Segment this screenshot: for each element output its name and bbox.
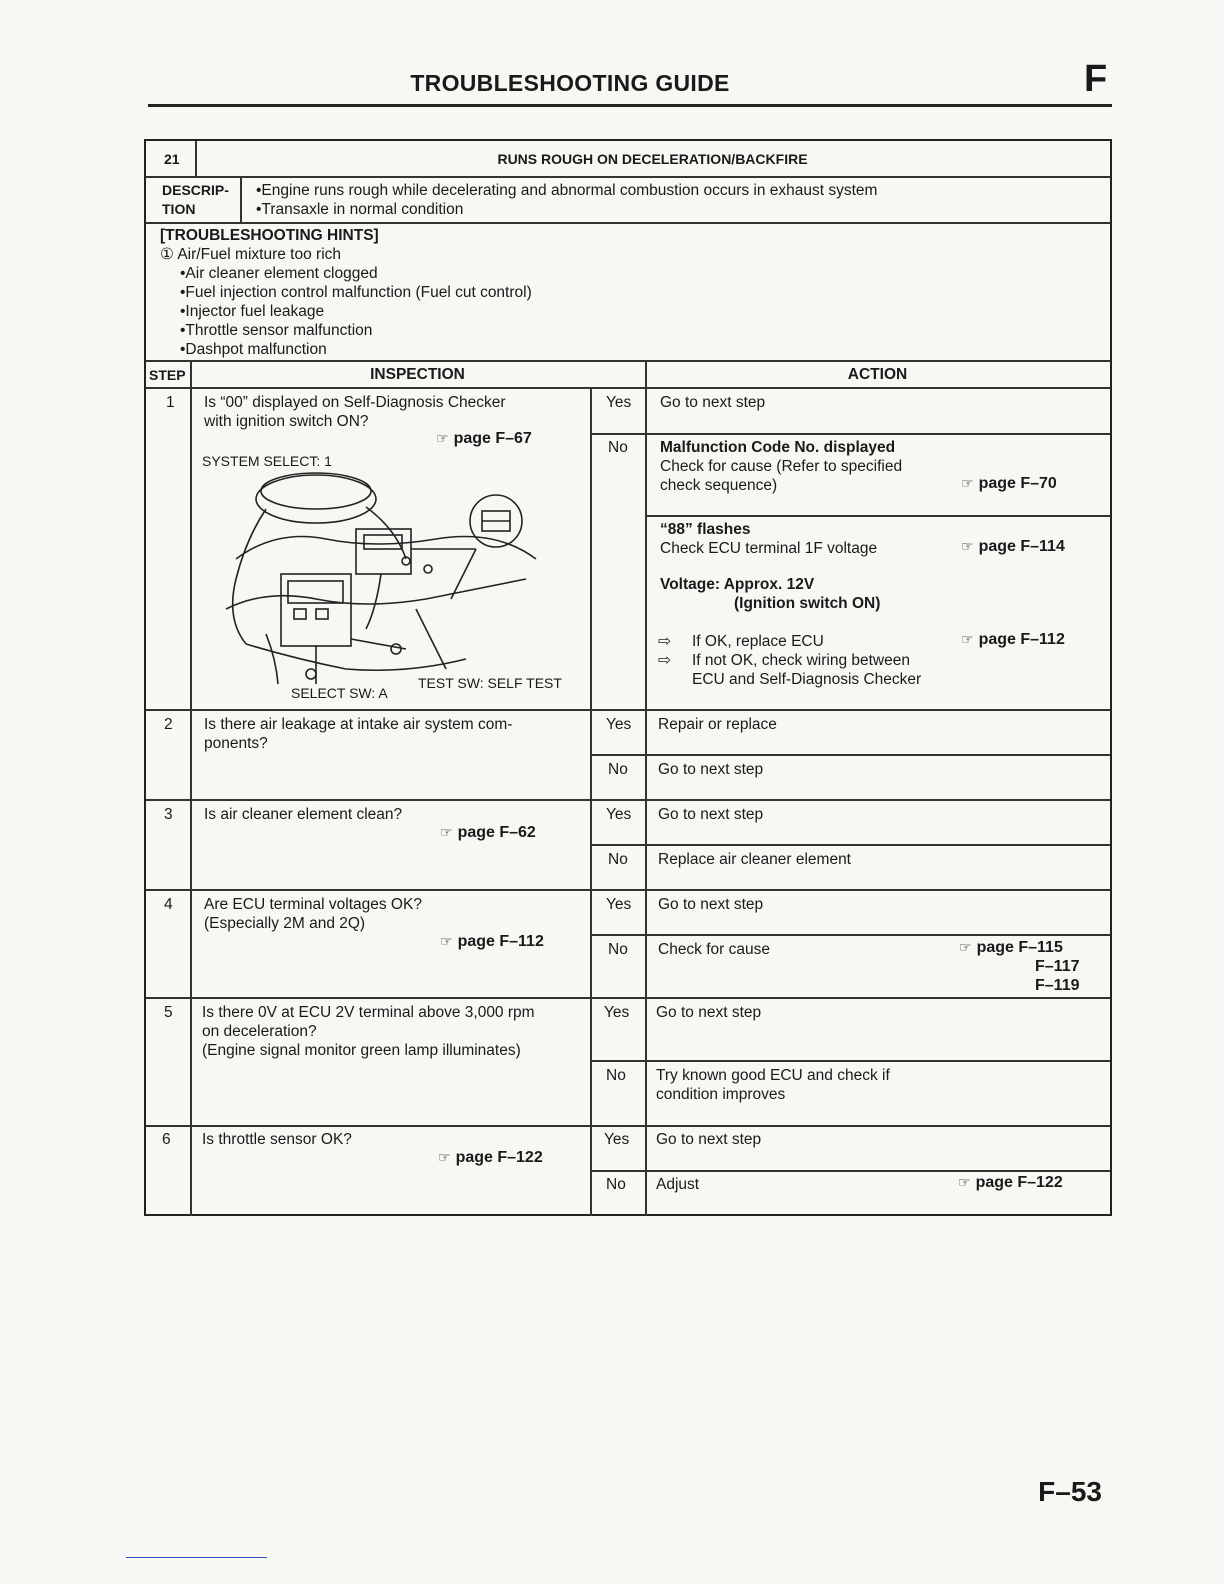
- step-number: 1: [166, 394, 175, 411]
- action-text: Check for cause (Refer to specified: [660, 458, 903, 475]
- pointing-hand-icon: ☞: [440, 933, 452, 949]
- pointing-hand-icon: ☞: [438, 1149, 450, 1165]
- answer-no: No: [608, 439, 628, 456]
- voltage-spec: (Ignition switch ON): [734, 595, 881, 612]
- grid-line: [590, 433, 1110, 435]
- action-text: Check for cause: [658, 941, 770, 958]
- description-label: DESCRIP-: [162, 182, 229, 198]
- inspection-line: Are ECU terminal voltages OK?: [204, 896, 422, 913]
- page-reference: ☞ page F–62: [440, 824, 536, 841]
- answer-no: No: [606, 1176, 626, 1193]
- hints-cause: ① Air/Fuel mixture too rich: [160, 246, 342, 263]
- answer-no: No: [608, 941, 628, 958]
- voltage-spec: Voltage: Approx. 12V: [660, 576, 815, 593]
- inspection-line: ponents?: [204, 735, 268, 752]
- grid-line: [146, 799, 1110, 801]
- action-text: Go to next step: [658, 806, 764, 823]
- page-reference: ☞ page F–67: [436, 430, 532, 447]
- action-text: Go to next step: [656, 1131, 762, 1148]
- description-label: TION: [162, 201, 196, 217]
- figure-label-test-sw: TEST SW: SELF TEST: [418, 675, 562, 691]
- answer-yes: Yes: [606, 394, 632, 411]
- grid-line: [645, 360, 647, 1216]
- hint-item: •Air cleaner element clogged: [180, 265, 378, 282]
- step-number: 5: [164, 1004, 173, 1021]
- grid-line: [146, 360, 1110, 362]
- answer-no: No: [608, 761, 628, 778]
- inspection-line: (Engine signal monitor green lamp illuminates): [202, 1042, 521, 1059]
- description-line: •Transaxle in normal condition: [256, 201, 464, 218]
- problem-number: 21: [164, 151, 180, 167]
- step-number: 3: [164, 806, 173, 823]
- grid-line: [240, 176, 242, 222]
- answer-no: No: [606, 1067, 626, 1084]
- grid-line: [146, 176, 1110, 178]
- step-number: 4: [164, 896, 173, 913]
- problem-title: RUNS ROUGH ON DECELERATION/BACKFIRE: [497, 151, 808, 167]
- step-number: 6: [162, 1131, 171, 1148]
- page-reference: ☞ page F–70: [961, 475, 1057, 492]
- action-text: Go to next step: [658, 896, 764, 913]
- page-reference: F–119: [1035, 977, 1080, 994]
- pointing-hand-icon: ☞: [961, 631, 973, 647]
- inspection-line: (Especially 2M and 2Q): [204, 915, 366, 932]
- column-header-inspection: INSPECTION: [370, 366, 465, 383]
- page-title: TROUBLESHOOTING GUIDE: [410, 70, 730, 96]
- grid-line: [645, 515, 1110, 517]
- pointing-hand-icon: ☞: [958, 1174, 970, 1190]
- page-reference: ☞ page F–122: [438, 1149, 543, 1166]
- grid-line: [146, 709, 1110, 711]
- answer-yes: Yes: [604, 1004, 630, 1021]
- grid-line: [146, 222, 1110, 224]
- grid-line: [590, 387, 592, 1216]
- grid-line: [590, 934, 1110, 936]
- column-header-step: STEP: [149, 367, 186, 383]
- inspection-line: on deceleration?: [202, 1023, 317, 1040]
- grid-line: [146, 889, 1110, 891]
- action-text: Check ECU terminal 1F voltage: [660, 540, 878, 557]
- answer-yes: Yes: [606, 806, 632, 823]
- action-text: check sequence): [660, 477, 778, 494]
- inspection-line: Is throttle sensor OK?: [202, 1131, 352, 1148]
- action-text: condition improves: [656, 1086, 786, 1103]
- column-header-action: ACTION: [847, 366, 908, 383]
- page-reference: ☞ page F–112: [440, 933, 544, 950]
- answer-yes: Yes: [604, 1131, 630, 1148]
- answer-no: No: [608, 851, 628, 868]
- answer-yes: Yes: [606, 896, 632, 913]
- hint-item: •Injector fuel leakage: [180, 303, 325, 320]
- action-title: Malfunction Code No. displayed: [660, 439, 896, 456]
- description-line: •Engine runs rough while decelerating and abnormal combustion occurs in exhaust system: [256, 182, 878, 199]
- step-number: 2: [164, 716, 173, 733]
- page-reference: ☞ page F–114: [961, 538, 1065, 555]
- action-text: Go to next step: [660, 394, 766, 411]
- troubleshooting-table: [144, 139, 1112, 1216]
- grid-line: [146, 997, 1110, 999]
- header-rule: [148, 104, 1112, 107]
- figure-label-select-sw: SELECT SW: A: [291, 685, 388, 701]
- hints-title: [TROUBLESHOOTING HINTS]: [160, 227, 379, 244]
- page-reference: ☞ page F–112: [961, 631, 1065, 648]
- action-text: ECU and Self-Diagnosis Checker: [692, 671, 922, 688]
- grid-line: [590, 754, 1110, 756]
- grid-line: [590, 844, 1110, 846]
- action-text: Try known good ECU and check if: [656, 1067, 890, 1084]
- pointing-hand-icon: ☞: [961, 538, 973, 554]
- grid-line: [146, 387, 1110, 389]
- grid-line: [590, 1170, 1110, 1172]
- action-title: “88” flashes: [660, 521, 751, 538]
- page-reference: ☞ page F–122: [958, 1174, 1063, 1191]
- pointing-hand-icon: ☞: [440, 824, 452, 840]
- figure-label-system-select: SYSTEM SELECT: 1: [202, 453, 332, 469]
- engine-checker-illustration: [206, 469, 546, 699]
- hint-item: •Throttle sensor malfunction: [180, 322, 373, 339]
- arrow-icon: ⇨: [658, 633, 671, 650]
- inspection-line: Is air cleaner element clean?: [204, 806, 403, 823]
- action-text: Go to next step: [658, 761, 764, 778]
- inspection-line: with ignition switch ON?: [204, 413, 369, 430]
- inspection-line: Is “00” displayed on Self-Diagnosis Checker: [204, 394, 506, 411]
- action-text: If not OK, check wiring between: [692, 652, 910, 669]
- pointing-hand-icon: ☞: [436, 430, 448, 446]
- footer-link-underline: [126, 1557, 267, 1558]
- section-letter: F: [1084, 58, 1108, 100]
- action-text: If OK, replace ECU: [692, 633, 824, 650]
- action-text: Go to next step: [656, 1004, 762, 1021]
- answer-yes: Yes: [606, 716, 632, 733]
- hint-item: •Dashpot malfunction: [180, 341, 327, 358]
- grid-line: [190, 360, 192, 1216]
- page-number: F–53: [1038, 1476, 1102, 1507]
- page-reference: ☞ page F–115: [959, 939, 1063, 956]
- pointing-hand-icon: ☞: [961, 475, 973, 491]
- hint-item: •Fuel injection control malfunction (Fuel cut control): [180, 284, 532, 301]
- inspection-line: Is there 0V at ECU 2V terminal above 3,000 rpm: [202, 1004, 535, 1021]
- grid-line: [146, 1125, 1110, 1127]
- action-text: Repair or replace: [658, 716, 777, 733]
- page-reference: F–117: [1035, 958, 1080, 975]
- action-text: Adjust: [656, 1176, 700, 1193]
- inspection-line: Is there air leakage at intake air system com-: [204, 716, 513, 733]
- action-text: Replace air cleaner element: [658, 851, 851, 868]
- arrow-icon: ⇨: [658, 652, 671, 669]
- pointing-hand-icon: ☞: [959, 939, 971, 955]
- grid-line: [590, 1060, 1110, 1062]
